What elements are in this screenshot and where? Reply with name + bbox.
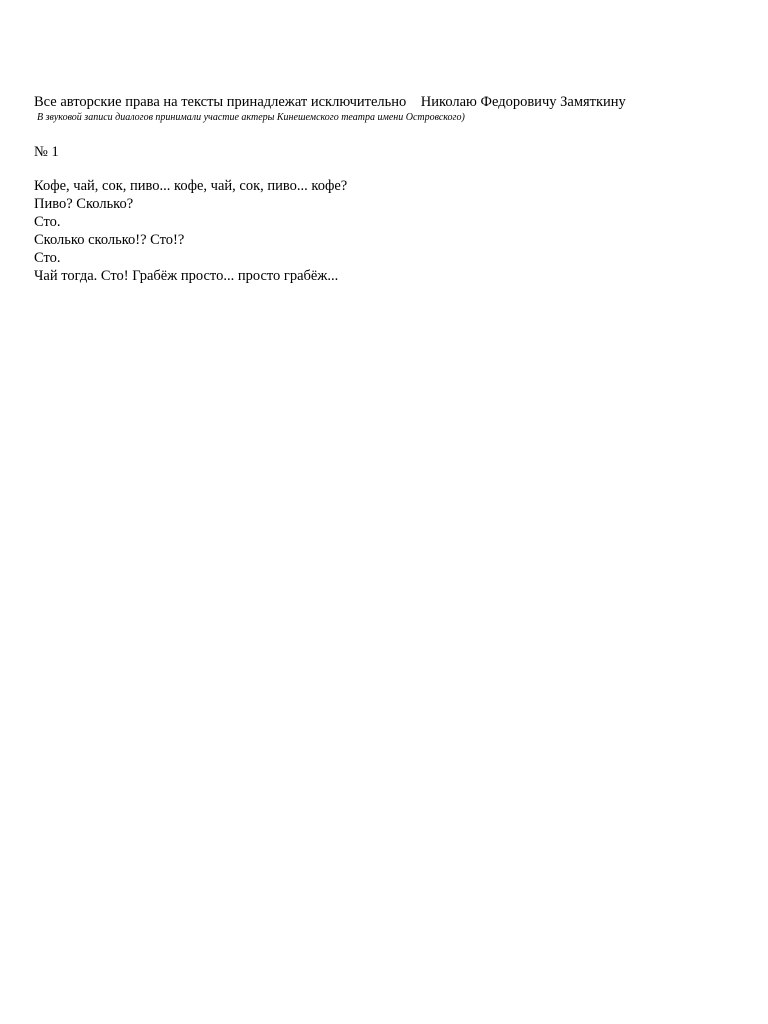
dialogue-line: Пиво? Сколько? xyxy=(34,196,134,212)
dialogue-line: Чай тогда. Сто! Грабёж просто... просто грабёж... xyxy=(34,268,339,284)
recording-credits: В звуковой записи диалогов принимали участие актеры Кинешемского театра имени Островского) xyxy=(37,112,465,123)
dialogue-number: № 1 xyxy=(34,144,59,160)
dialogue-line: Сто. xyxy=(34,250,61,266)
copyright-notice: Все авторские права на тексты принадлежат исключительно Николаю Федоровичу Замяткину xyxy=(34,94,626,110)
dialogue-line: Сколько сколько!? Сто!? xyxy=(34,232,185,248)
dialogue-line: Кофе, чай, сок, пиво... кофе, чай, сок, пиво... кофе? xyxy=(34,178,348,194)
dialogue-line: Сто. xyxy=(34,214,61,230)
dialogue-lines xyxy=(34,177,347,285)
